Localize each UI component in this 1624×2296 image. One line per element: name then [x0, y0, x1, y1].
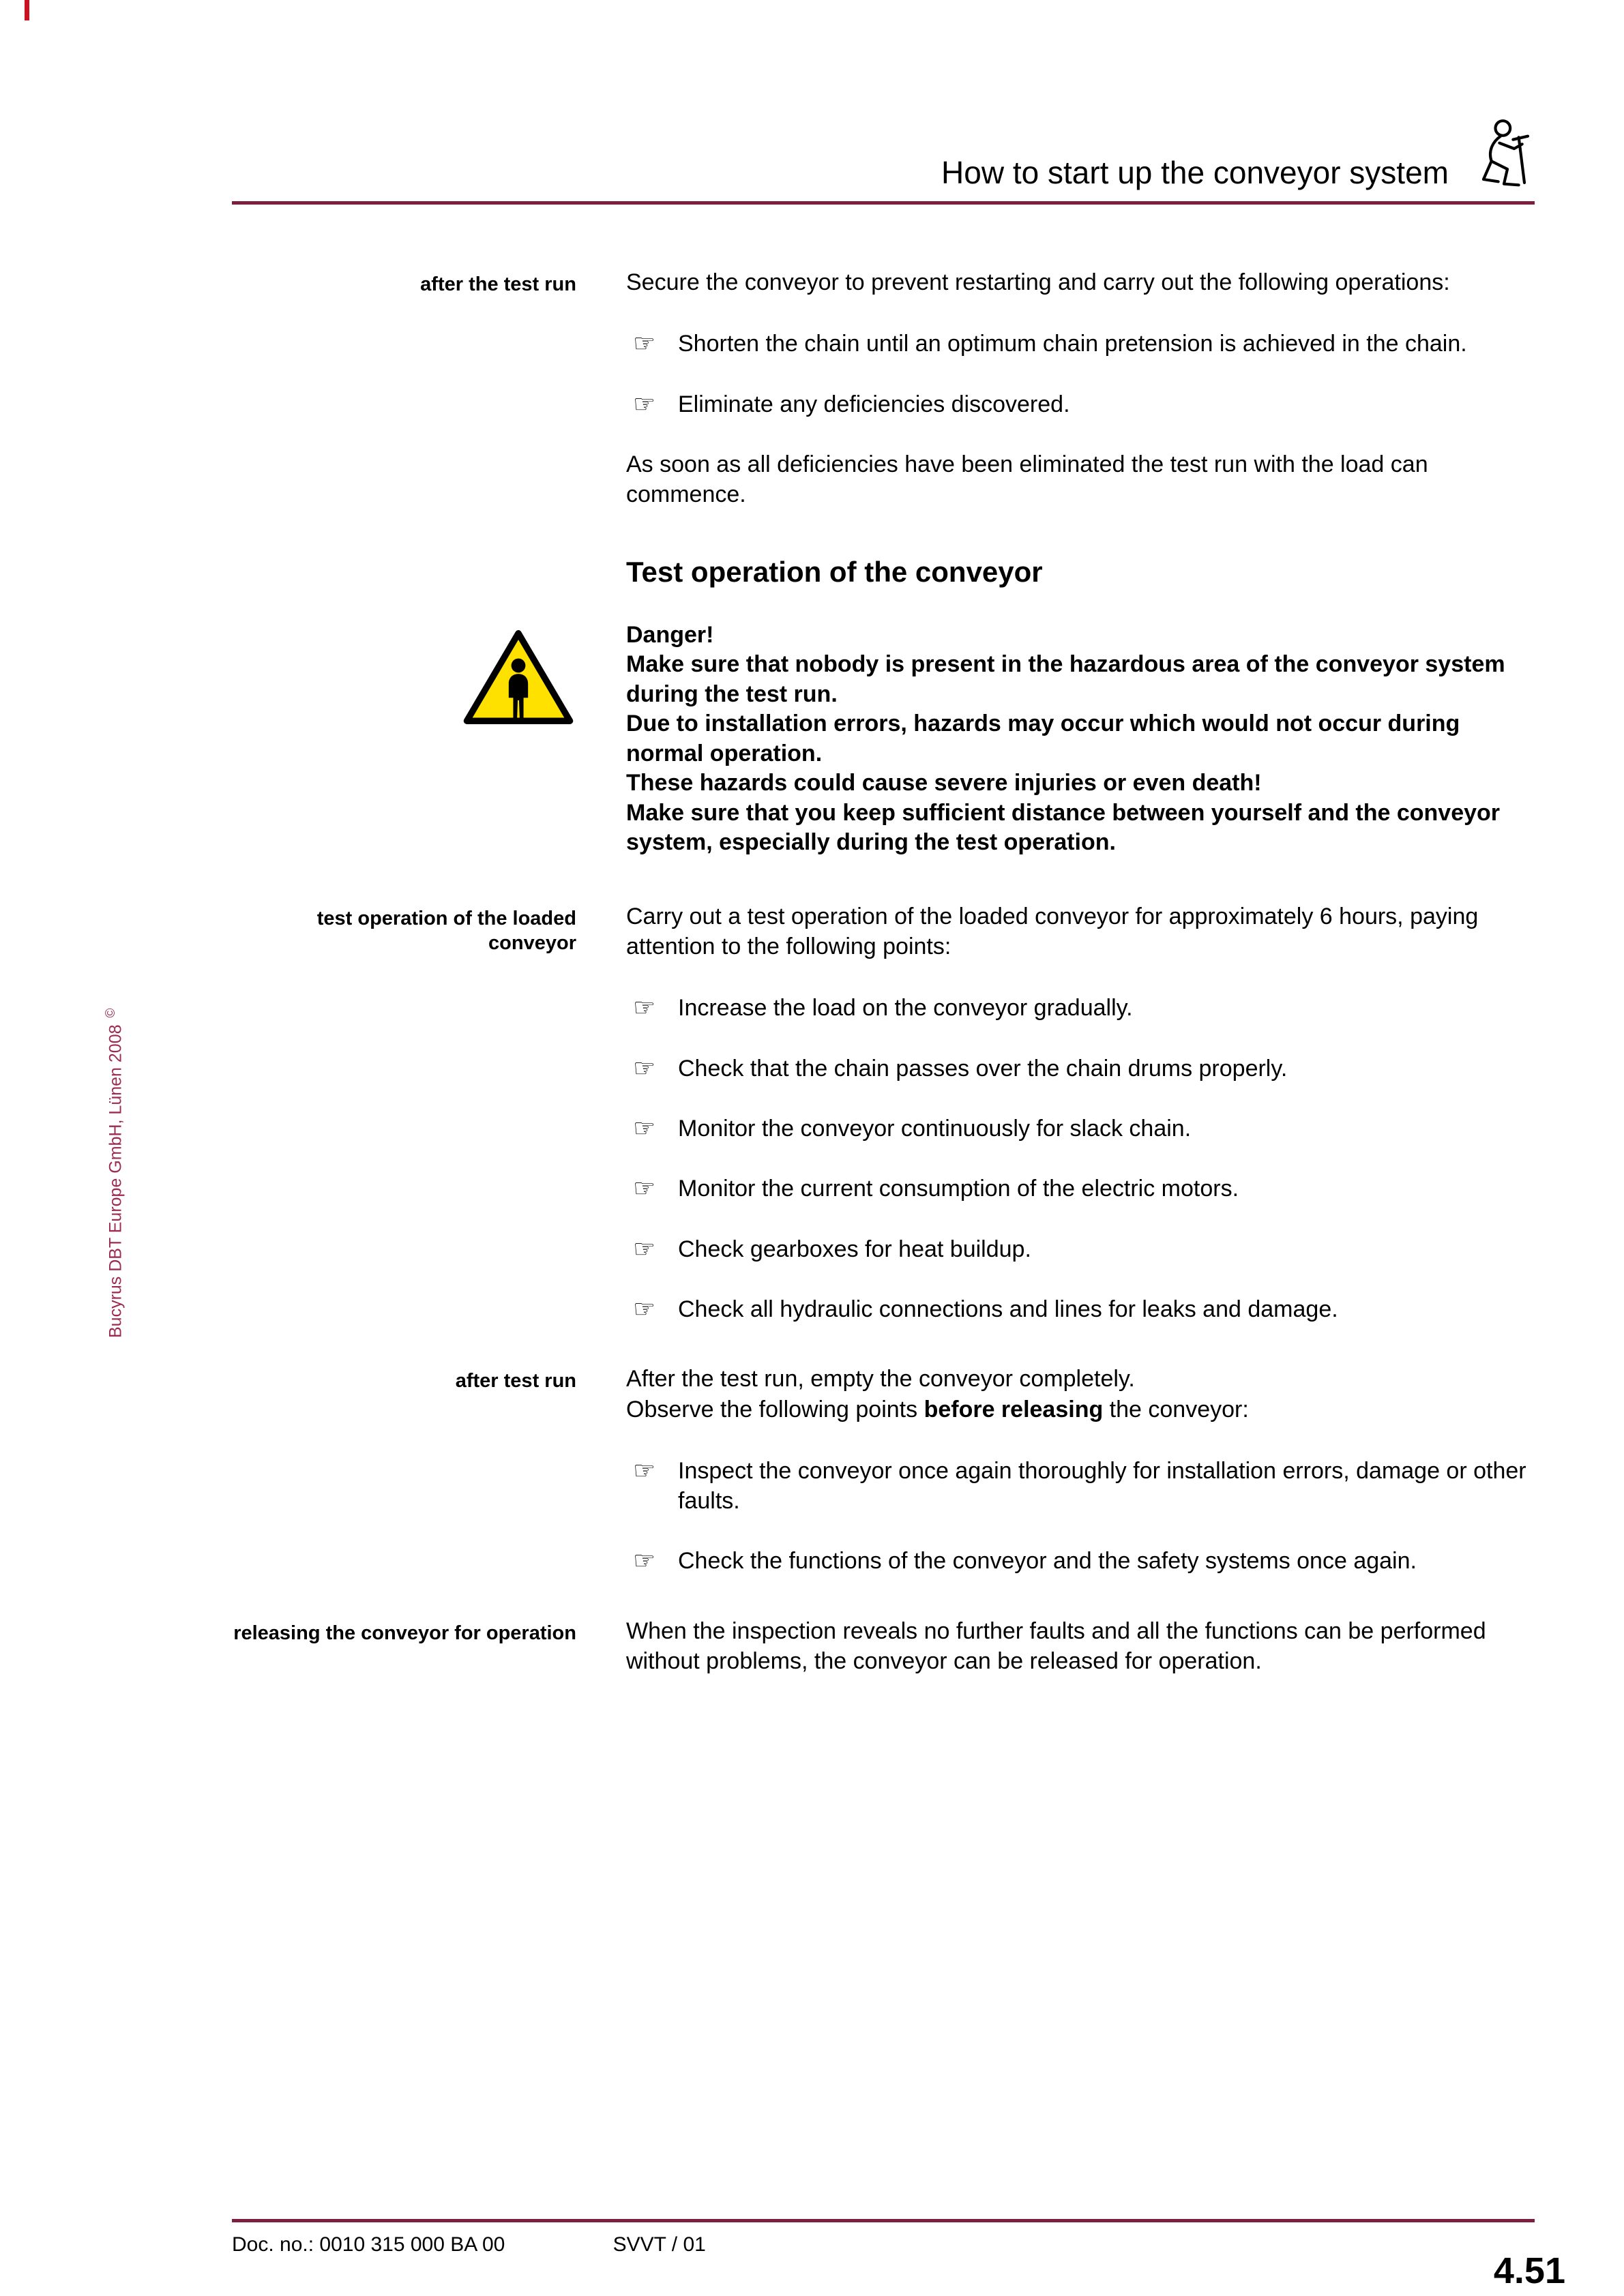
instruction-text: Eliminate any deficiencies discovered.: [678, 391, 1070, 417]
pointing-hand-icon: ☞: [633, 1455, 656, 1485]
instruction-item: [626, 1546, 1535, 1576]
page-title: How to start up the conveyor system: [941, 155, 1449, 191]
bold-phrase: before releasing: [924, 1396, 1104, 1422]
instruction-text: Check gearboxes for heat buildup.: [678, 1236, 1031, 1262]
paragraph: Carry out a test operation of the loaded conveyor for approximately 6 hours, paying attention to the following points:: [626, 903, 1479, 959]
instruction-item: [626, 993, 1535, 1023]
warning-icon-cell: [232, 621, 576, 858]
doc-number: Doc. no.: 0010 315 000 BA 00: [232, 2233, 505, 2256]
kneeling-worker-icon: [1466, 115, 1535, 200]
page-content: [232, 267, 1535, 1676]
pointing-hand-icon: ☞: [633, 1113, 656, 1143]
paragraph: [626, 1364, 1535, 1424]
instruction-item: [626, 1114, 1535, 1144]
instruction-text: Shorten the chain until an optimum chain pretension is achieved in the chain.: [678, 331, 1467, 357]
section-releasing-for-operation: [232, 1616, 1535, 1676]
pointing-hand-icon: ☞: [633, 389, 656, 419]
pointing-hand-icon: ☞: [633, 1234, 656, 1264]
pointing-hand-icon: ☞: [633, 329, 656, 359]
pointing-hand-icon: ☞: [633, 1546, 656, 1576]
paragraph-line: After the test run, empty the conveyor completely.: [626, 1366, 1135, 1392]
margin-label: test operation of the loaded conveyor: [316, 907, 576, 955]
page-footer: [232, 2208, 1565, 2291]
danger-title: Danger!: [626, 621, 714, 648]
margin-label: after the test run: [420, 273, 576, 295]
danger-line: Make sure that you keep sufficient distance between yourself and the conveyor system, especially during the test operation.: [626, 799, 1501, 856]
pointing-hand-icon: ☞: [633, 1294, 656, 1324]
instruction-item: [626, 1234, 1535, 1264]
side-note: [104, 1008, 126, 1338]
instruction-item: [626, 1294, 1535, 1324]
section-heading: Test operation of the conveyor: [626, 556, 1043, 588]
instruction-text: Inspect the conveyor once again thoroughly for installation errors, damage or other faults.: [678, 1457, 1526, 1515]
instruction-item: [626, 329, 1535, 359]
instruction-item: [626, 1174, 1535, 1204]
paragraph: Secure the conveyor to prevent restarting and carry out the following operations:: [626, 269, 1450, 295]
instruction-text: Check the functions of the conveyor and the safety systems once again.: [678, 1548, 1417, 1575]
section-after-the-test-run: [232, 267, 1535, 509]
instruction-text: Monitor the current consumption of the electric motors.: [678, 1176, 1239, 1202]
pointing-hand-icon: ☞: [633, 1174, 656, 1204]
warning-person-triangle-icon: [460, 712, 576, 734]
header-rule: [232, 201, 1535, 205]
paragraph: When the inspection reveals no further faults and all the functions can be performed without problems, the conveyor can be released for operation.: [626, 1617, 1486, 1674]
pointing-hand-icon: ☞: [633, 1053, 656, 1083]
pointing-hand-icon: ☞: [633, 993, 656, 1023]
instruction-text: Increase the load on the conveyor gradually.: [678, 995, 1133, 1022]
section-heading-row: [232, 549, 1535, 588]
instruction-item: [626, 1054, 1535, 1084]
instruction-item: [626, 389, 1535, 419]
label-spacer: [232, 549, 576, 588]
side-note-text: Bucyrus DBT Europe GmbH, Lünen 2008: [106, 1024, 126, 1338]
instruction-text: Check that the chain passes over the chain drums properly.: [678, 1055, 1288, 1082]
scan-registration-mark: [25, 0, 29, 20]
paragraph-line-prefix: Observe the following points: [626, 1396, 924, 1422]
section-test-operation-loaded: [232, 901, 1535, 1325]
page-number: 4.51: [1493, 2250, 1565, 2291]
danger-line: Due to installation errors, hazards may occur which would not occur during normal operation.: [626, 711, 1460, 766]
copyright-symbol: ©: [104, 1008, 118, 1018]
section-after-test-run: [232, 1364, 1535, 1576]
paragraph-line-suffix: the conveyor:: [1103, 1396, 1249, 1422]
page-header: [232, 0, 1535, 205]
paragraph: As soon as all deficiencies have been eliminated the test run with the load can commence.: [626, 451, 1428, 508]
instruction-item: [626, 1456, 1535, 1516]
margin-label: after test run: [455, 1370, 576, 1392]
instruction-text: Check all hydraulic connections and lines for leaks and damage.: [678, 1296, 1338, 1323]
instruction-text: Monitor the conveyor continuously for slack chain.: [678, 1115, 1192, 1142]
doc-code: SVVT / 01: [612, 2233, 706, 2256]
margin-label: releasing the conveyor for operation: [233, 1622, 576, 1644]
danger-line: Make sure that nobody is present in the hazardous area of the conveyor system during the test run.: [626, 651, 1505, 707]
danger-block: [232, 621, 1535, 858]
danger-line: These hazards could cause severe injuries or even death!: [626, 770, 1262, 796]
